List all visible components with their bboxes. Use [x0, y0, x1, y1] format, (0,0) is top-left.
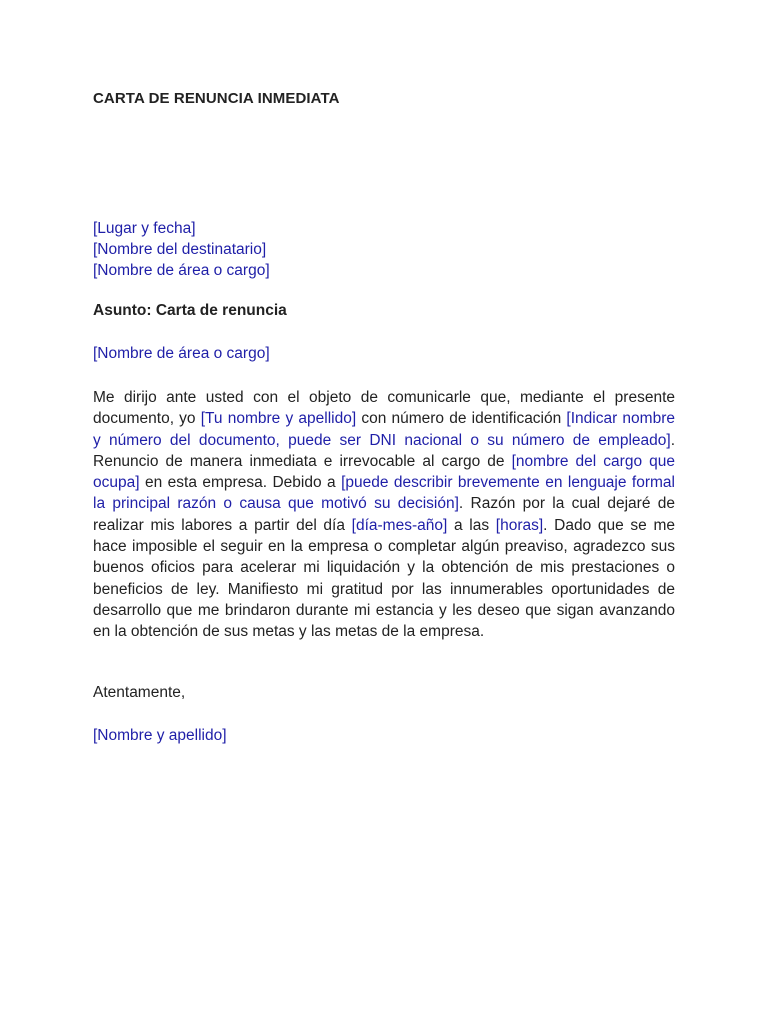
body-text: a las — [447, 516, 496, 534]
body-text: . Razón por la cual dejaré de realizar mis labores a partir del día — [93, 495, 675, 534]
signature-placeholder: [Nombre y apellido] — [93, 727, 227, 744]
body-placeholder: [horas] — [495, 516, 544, 534]
body-paragraph — [93, 387, 675, 643]
subject-line: Asunto: Carta de renuncia — [93, 302, 287, 319]
body-text: con número de identificación — [356, 410, 567, 428]
body-text: . Dado que se me hace imposible el seguir en la empresa o completar algún preaviso, agradezco sus buenos oficios para acelerar mi liquidación y la obtención de mis prestaciones o beneficios de ley. Manifiesto mi gratitud por las innumerables oportunidades de desarrollo que me brindaron durante mi estancia y les deseo que sigan avanzando en la obtención de sus metas y las metas de la empresa. — [93, 516, 675, 641]
place-date-placeholder: [Lugar y fecha] — [93, 220, 196, 237]
area-position-placeholder: [Nombre de área o cargo] — [93, 262, 270, 279]
body-text: . Renuncio de manera inmediata e irrevocable al cargo de — [93, 431, 675, 470]
body-placeholder: [día-mes-año] — [351, 516, 448, 534]
recipient-placeholder: [Nombre de área o cargo] — [93, 345, 270, 362]
body-placeholder: [puede describir brevemente en lenguaje formal la principal razón o causa que motivó su decisión] — [93, 474, 675, 513]
closing-line: Atentamente, — [93, 684, 186, 701]
body-text: en esta empresa. Debido a — [139, 474, 342, 492]
body-placeholder: [nombre del cargo que ocupa] — [93, 452, 675, 492]
body-placeholder: [Indicar nombre y número del documento, puede ser DNI nacional o su número de empleado] — [93, 410, 675, 449]
document-title: CARTA DE RENUNCIA INMEDIATA — [93, 90, 340, 107]
body-text: Me dirijo ante usted con el objeto de comunicarle que, mediante el presente documento, yo — [93, 389, 675, 428]
header-placeholders — [93, 218, 270, 281]
body-placeholder: [Tu nombre y apellido] — [200, 410, 357, 428]
recipient-name-placeholder: [Nombre del destinatario] — [93, 241, 267, 258]
